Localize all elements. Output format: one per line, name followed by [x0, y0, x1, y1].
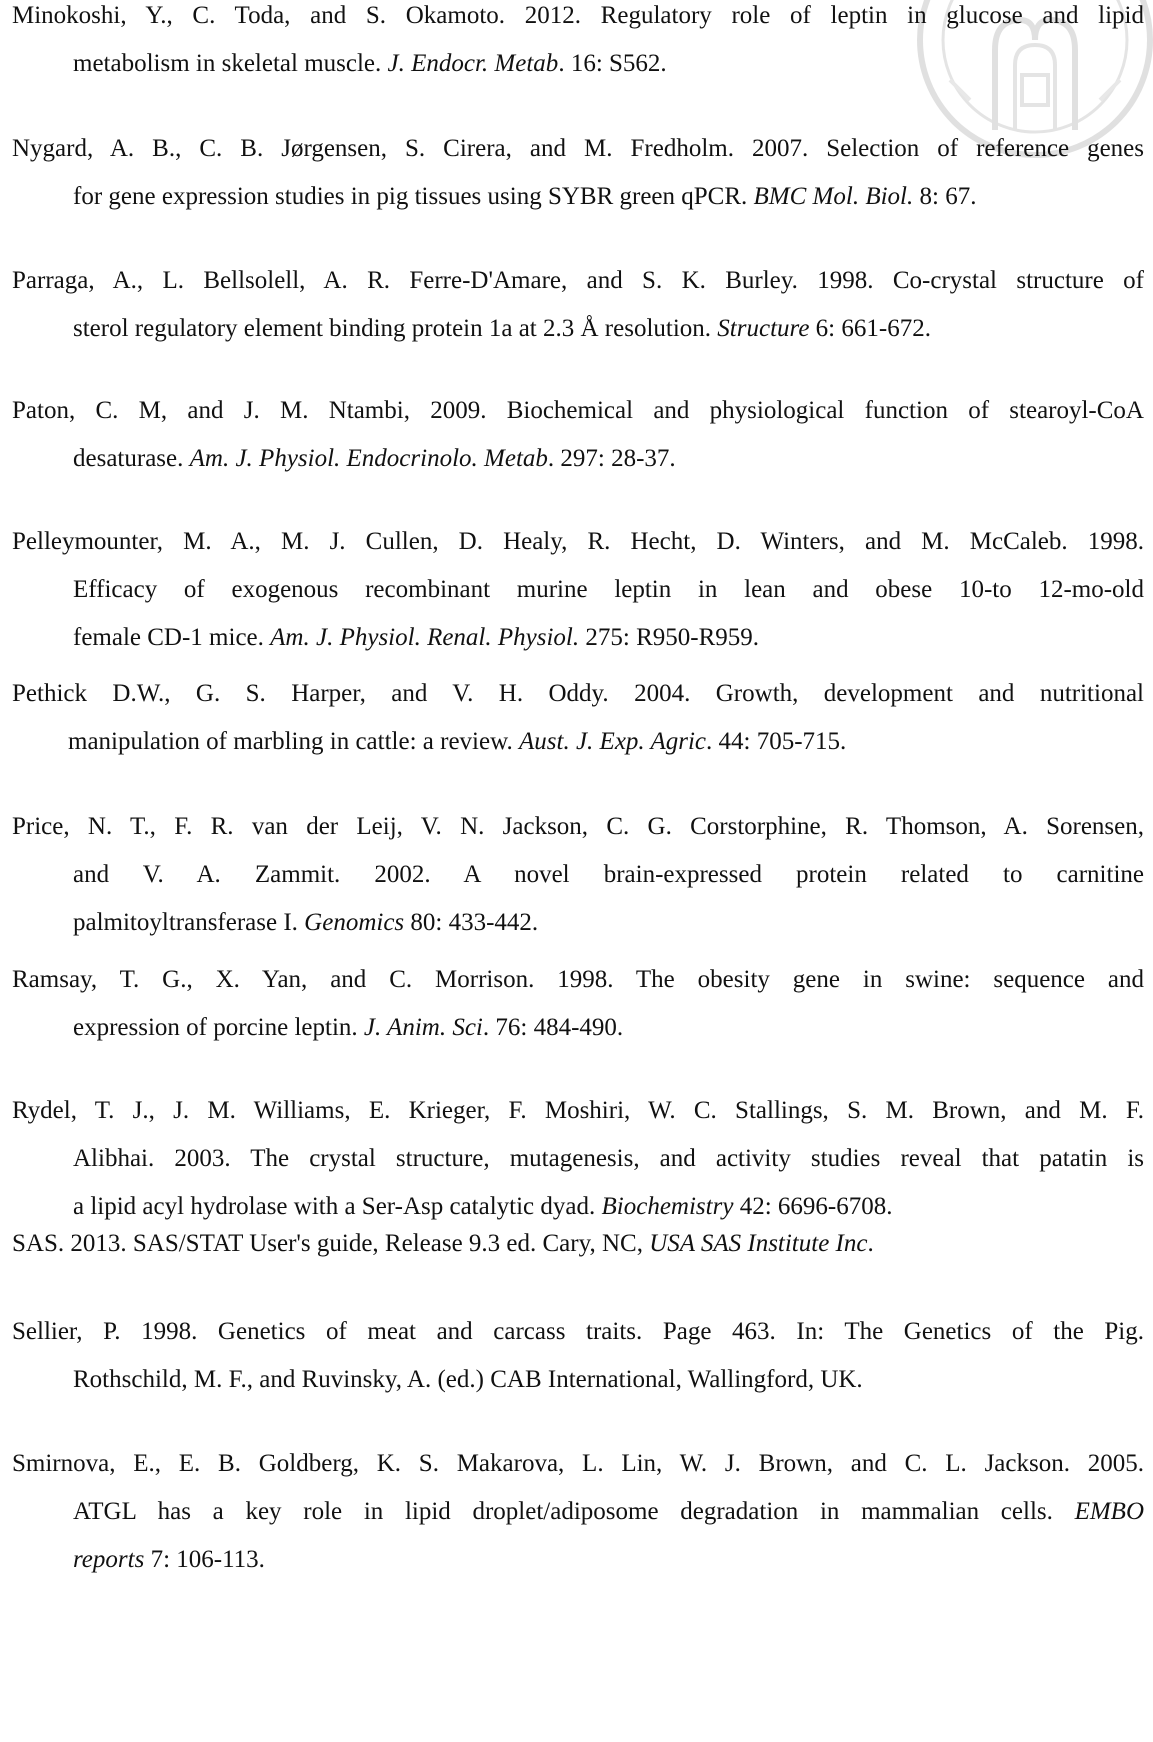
reference-entry	[12, 1440, 1144, 1584]
reference-text: desaturase.	[73, 445, 190, 472]
reference-line	[12, 1135, 1144, 1183]
reference-text: . 44: 705-715.	[706, 728, 847, 755]
reference-text: palmitoyltransferase I.	[73, 909, 305, 936]
journal-title: USA SAS Institute Inc	[649, 1230, 868, 1257]
reference-text: Price, N. T., F. R. van der Leij, V. N. Jackson, C. G. Corstorphine, R. Thomson, A. Sorensen,	[12, 813, 1144, 840]
reference-line	[12, 718, 1144, 766]
reference-line	[12, 899, 1144, 947]
reference-text: Nygard, A. B., C. B. Jørgensen, S. Cirera, and M. Fredholm. 2007. Selection of reference genes	[12, 135, 1144, 162]
reference-line	[12, 40, 1144, 88]
reference-entry	[12, 125, 1144, 221]
reference-line	[12, 173, 1144, 221]
journal-title: Aust. J. Exp. Agric	[519, 728, 707, 755]
reference-line	[12, 803, 1144, 851]
reference-text: . 16: S562.	[558, 50, 667, 77]
journal-title: EMBO	[1074, 1498, 1144, 1525]
journal-title: Genomics	[304, 909, 405, 936]
reference-text: Sellier, P. 1998. Genetics of meat and carcass traits. Page 463. In: The Genetics of the Pig.	[12, 1318, 1144, 1345]
reference-text: Rydel, T. J., J. M. Williams, E. Krieger, F. Moshiri, W. C. Stallings, S. M. Brown, and M. F.	[12, 1097, 1144, 1124]
reference-entry	[12, 0, 1144, 88]
reference-entry	[12, 670, 1144, 766]
journal-title: Am. J. Physiol. Endocrinolo. Metab	[189, 445, 548, 472]
reference-text: ATGL has a key role in lipid droplet/adiposome degradation in mammalian cells.	[73, 1498, 1075, 1525]
reference-text: metabolism in skeletal muscle.	[73, 50, 388, 77]
reference-line	[12, 956, 1144, 1004]
reference-line	[12, 1488, 1144, 1536]
reference-entry	[12, 1220, 1144, 1268]
journal-title: Structure	[717, 315, 810, 342]
reference-line	[12, 1536, 1144, 1584]
reference-entry	[12, 1308, 1144, 1404]
reference-line	[12, 125, 1144, 173]
reference-text: . 76: 484-490.	[482, 1014, 624, 1041]
reference-line	[12, 1356, 1144, 1404]
reference-text: for gene expression studies in pig tissues using SYBR green qPCR.	[73, 183, 754, 210]
reference-line	[12, 1220, 1144, 1268]
reference-text: a lipid acyl hydrolase with a Ser-Asp catalytic dyad.	[73, 1193, 602, 1220]
reference-entry	[12, 387, 1144, 483]
journal-title: Biochemistry	[601, 1193, 734, 1220]
reference-text: SAS. 2013. SAS/STAT User's guide, Release 9.3 ed. Cary, NC,	[12, 1230, 650, 1257]
reference-text: 6: 661-672.	[809, 315, 931, 342]
reference-text: 80: 433-442.	[404, 909, 539, 936]
reference-line	[12, 1004, 1144, 1052]
reference-text: Parraga, A., L. Bellsolell, A. R. Ferre-D'Amare, and S. K. Burley. 1998. Co-crystal structure of	[12, 267, 1144, 294]
reference-text: manipulation of marbling in cattle: a review.	[68, 728, 520, 755]
reference-entry	[12, 518, 1144, 662]
reference-line	[12, 305, 1144, 353]
reference-text: Minokoshi, Y., C. Toda, and S. Okamoto. 2012. Regulatory role of leptin in glucose and lipid	[12, 2, 1144, 29]
reference-text: Pethick D.W., G. S. Harper, and V. H. Oddy. 2004. Growth, development and nutritional	[12, 680, 1144, 707]
reference-text: and V. A. Zammit. 2002. A novel brain-expressed protein related to carnitine	[73, 861, 1144, 888]
reference-line	[12, 518, 1144, 566]
reference-line	[12, 614, 1144, 662]
reference-line	[12, 1308, 1144, 1356]
journal-title: J. Anim. Sci	[363, 1014, 483, 1041]
reference-text: 7: 106-113.	[144, 1546, 265, 1573]
reference-text: 275: R950-R959.	[579, 624, 759, 651]
reference-text: . 297: 28-37.	[547, 445, 676, 472]
reference-text: .	[867, 1230, 874, 1257]
journal-title: BMC Mol. Biol.	[753, 183, 914, 210]
reference-line	[12, 387, 1144, 435]
reference-text: Paton, C. M, and J. M. Ntambi, 2009. Biochemical and physiological function of stearoyl-CoA	[12, 397, 1144, 424]
reference-line	[12, 566, 1144, 614]
reference-line	[12, 0, 1144, 40]
reference-line	[12, 1087, 1144, 1135]
journal-title: Am. J. Physiol. Renal. Physiol.	[270, 624, 580, 651]
reference-text: Pelleymounter, M. A., M. J. Cullen, D. Healy, R. Hecht, D. Winters, and M. McCaleb. 1998.	[12, 528, 1144, 555]
reference-entry	[12, 257, 1144, 353]
reference-line	[12, 670, 1144, 718]
reference-text: 8: 67.	[913, 183, 977, 210]
reference-text: Rothschild, M. F., and Ruvinsky, A. (ed.) CAB International, Wallingford, UK.	[73, 1366, 863, 1393]
reference-entry	[12, 956, 1144, 1052]
reference-text: 42: 6696-6708.	[733, 1193, 893, 1220]
reference-text: Efficacy of exogenous recombinant murine leptin in lean and obese 10-to 12-mo-old	[73, 576, 1144, 603]
reference-text: Ramsay, T. G., X. Yan, and C. Morrison. 1998. The obesity gene in swine: sequence and	[12, 966, 1144, 993]
reference-text: Smirnova, E., E. B. Goldberg, K. S. Makarova, L. Lin, W. J. Brown, and C. L. Jackson. 2005.	[12, 1450, 1144, 1477]
reference-line	[12, 851, 1144, 899]
journal-title: reports	[73, 1546, 145, 1573]
reference-text: Alibhai. 2003. The crystal structure, mutagenesis, and activity studies reveal that patatin is	[73, 1145, 1144, 1172]
journal-title: J. Endocr. Metab	[387, 50, 559, 77]
reference-line	[12, 257, 1144, 305]
reference-entry	[12, 803, 1144, 947]
reference-text: expression of porcine leptin.	[73, 1014, 364, 1041]
reference-text: sterol regulatory element binding protein 1a at 2.3 Å resolution.	[73, 315, 718, 342]
reference-text: female CD-1 mice.	[73, 624, 271, 651]
reference-line	[12, 435, 1144, 483]
reference-line	[12, 1440, 1144, 1488]
reference-entry	[12, 1087, 1144, 1231]
